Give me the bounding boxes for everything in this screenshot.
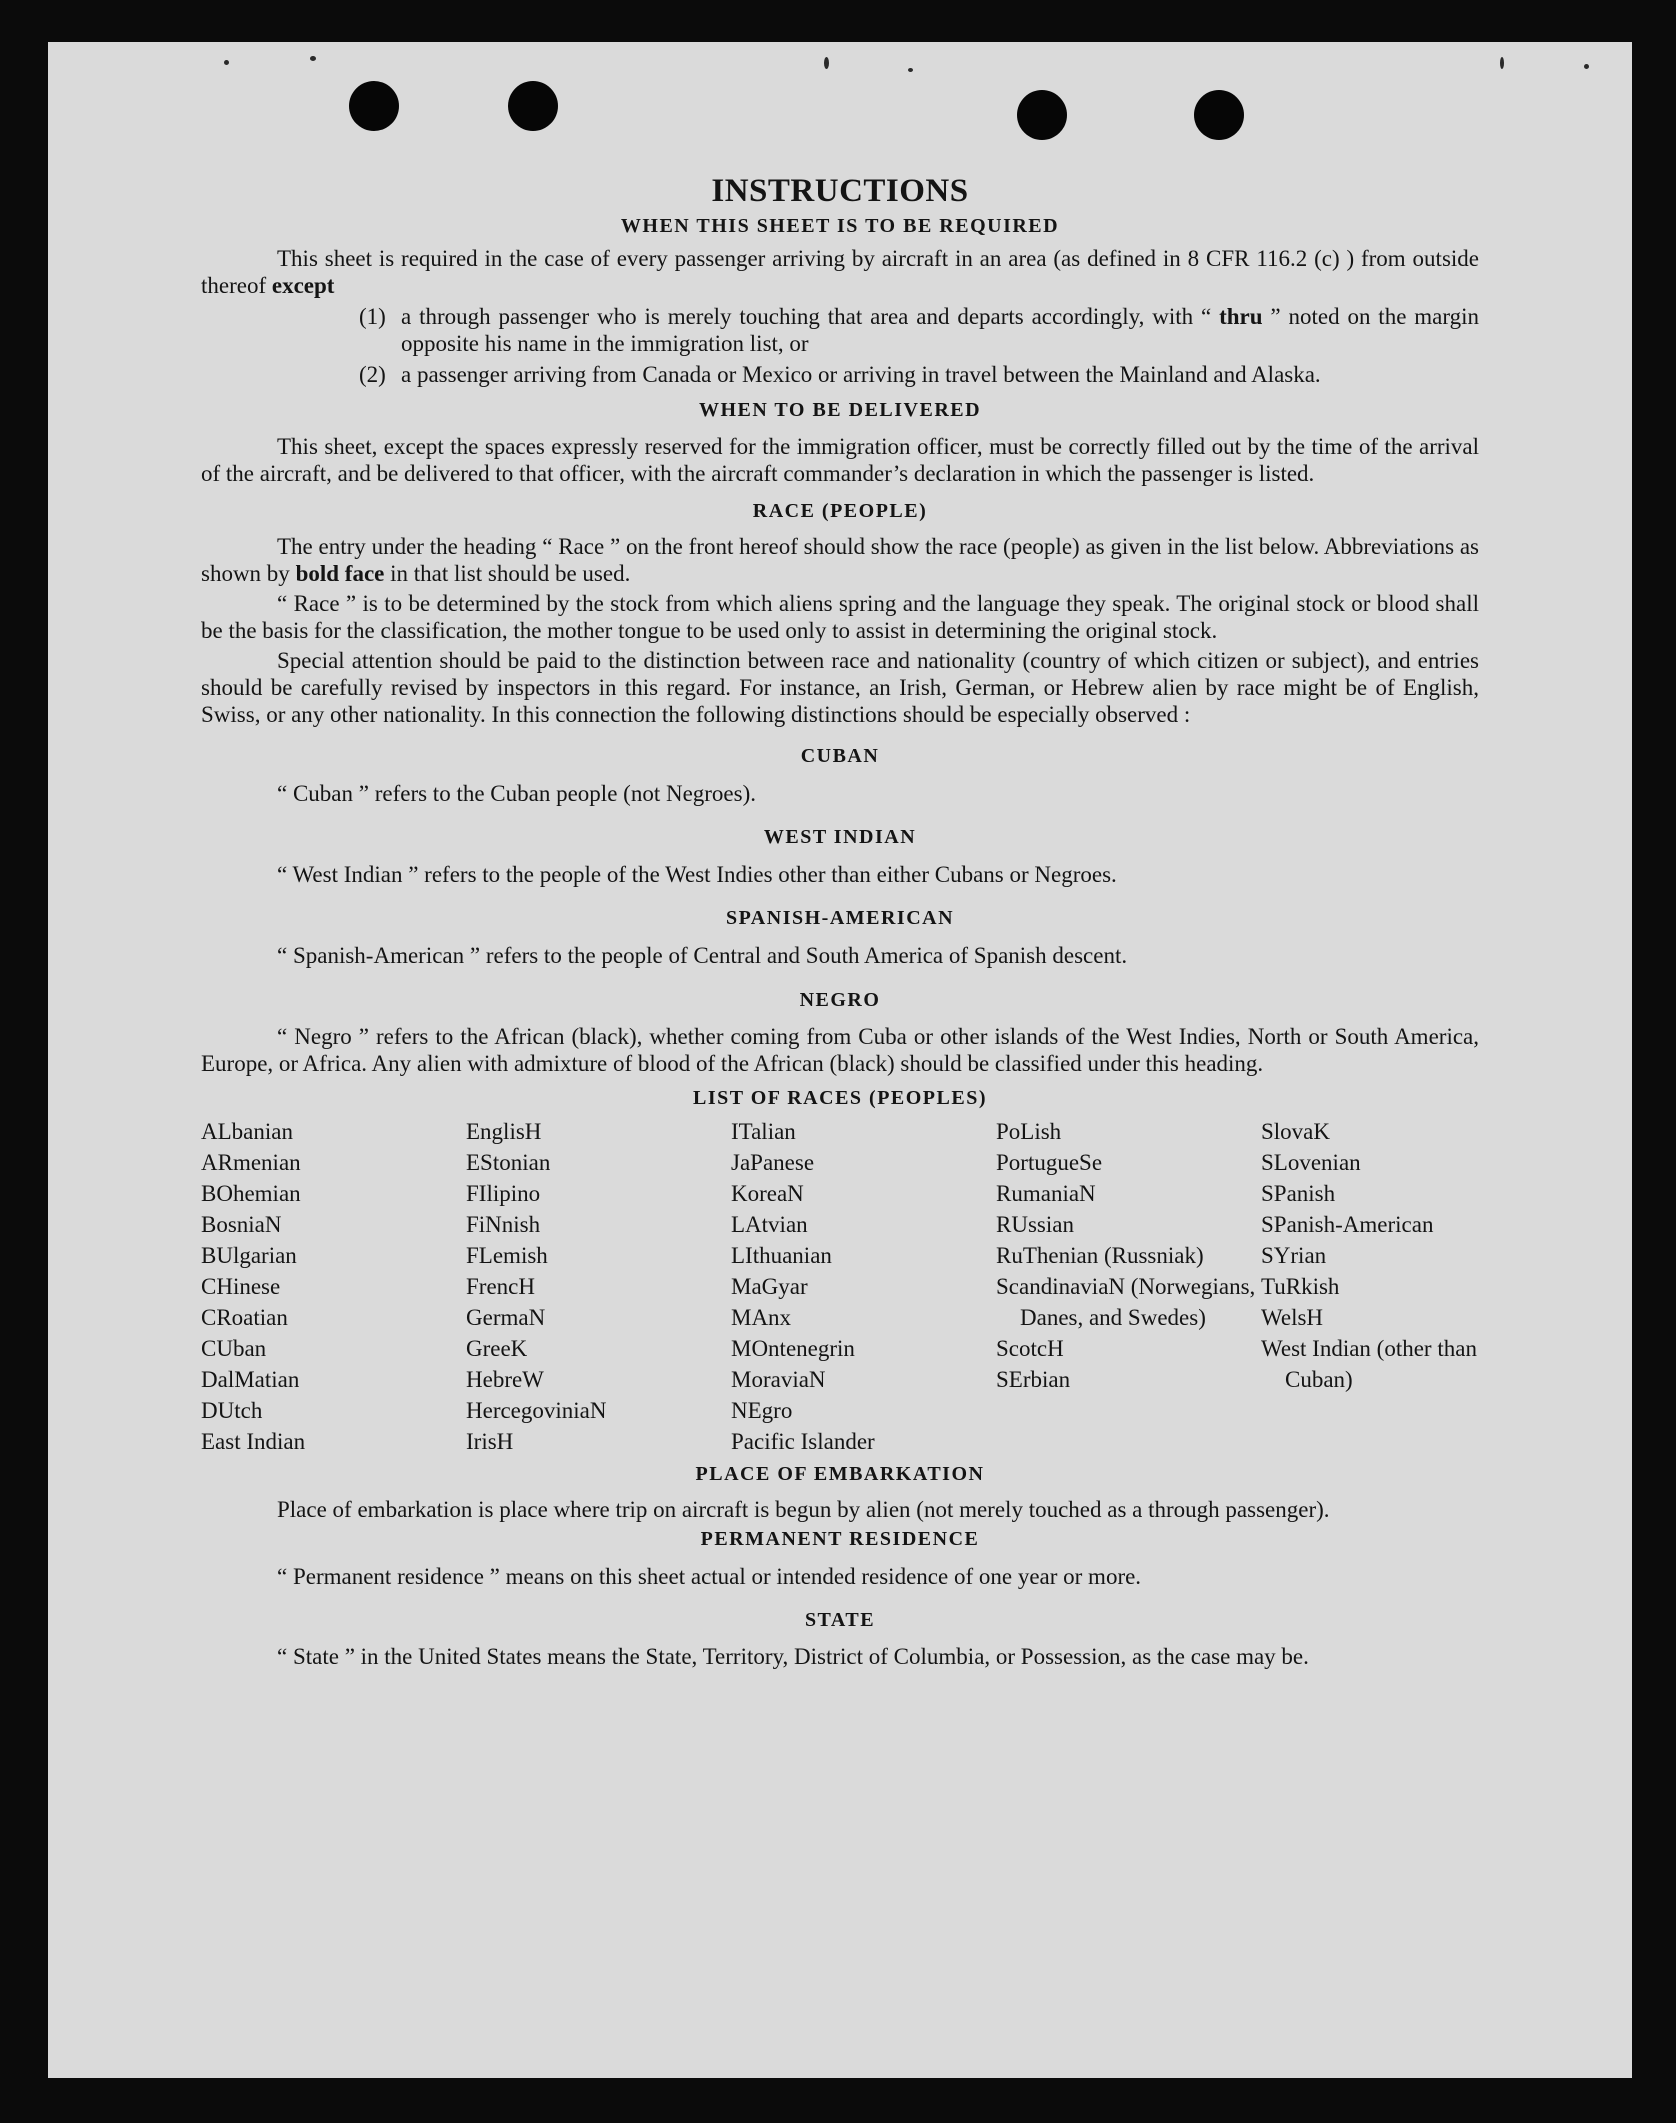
heading-race: RACE (PEOPLE) <box>752 500 928 522</box>
race-entry: TuRkish <box>1261 1274 1340 1299</box>
race-entry: KoreaN <box>731 1181 804 1206</box>
heading-state: STATE <box>804 1609 876 1631</box>
race-entry: PoLish <box>996 1119 1062 1144</box>
race-entry: MaGyar <box>731 1274 808 1299</box>
instructions-content <box>201 170 1479 1670</box>
race-entry: MoraviaN <box>731 1367 826 1392</box>
race-entry: FLemish <box>466 1243 548 1268</box>
race-entry: East Indian <box>201 1429 306 1454</box>
speck <box>908 68 913 72</box>
race-entry: CHinese <box>201 1274 281 1299</box>
race-entry: BUlgarian <box>201 1243 297 1268</box>
heading-negro: NEGRO <box>799 989 881 1011</box>
race-entry: SPanish <box>1261 1181 1336 1206</box>
race-entry: JaPanese <box>731 1150 815 1175</box>
race-entry: LIthuanian <box>731 1243 832 1268</box>
race-entry: SlovaK <box>1261 1119 1330 1144</box>
cuban-text: “ Cuban ” refers to the Cuban people (not Negroes). <box>277 781 757 806</box>
race-entry: BosniaN <box>201 1212 282 1237</box>
residence-text: “ Permanent residence ” means on this sheet actual or intended residence of one year or more. <box>277 1564 1142 1589</box>
race-entry: WelsH <box>1261 1305 1324 1330</box>
race-entry: NEgro <box>731 1398 793 1423</box>
race-entry: FrencH <box>466 1274 535 1299</box>
heading-west-indian: WEST INDIAN <box>763 826 917 848</box>
races-column <box>731 1116 996 1457</box>
race-paragraph-2: “ Race ” is to be determined by the stock from which aliens spring and the language they speak. The original stock or blood shall be the basis for the classification, the mother tongue to be used only to assist in determining the original stock. <box>201 591 1479 643</box>
heading-spanish-american: SPANISH-AMERICAN <box>725 907 955 929</box>
when-required-intro <box>201 245 1479 299</box>
race-entry: FIlipino <box>466 1181 541 1206</box>
race-entry: GreeK <box>466 1336 528 1361</box>
item-text-bold: thru <box>1219 304 1263 329</box>
punch-hole <box>349 81 399 131</box>
speck <box>1500 57 1504 69</box>
item-number: (2) <box>359 362 386 387</box>
heading-cuban: CUBAN <box>800 745 880 767</box>
race-entry: IrisH <box>466 1429 514 1454</box>
speck <box>1584 64 1589 69</box>
race-entry: EStonian <box>466 1150 551 1175</box>
page-title: INSTRUCTIONS <box>711 173 969 209</box>
races-column <box>201 1116 466 1457</box>
race-entry: LAtvian <box>731 1212 808 1237</box>
exception-item <box>201 361 1479 388</box>
race-entry: ScotcH <box>996 1336 1064 1361</box>
heading-list-of-races: LIST OF RACES (PEOPLES) <box>692 1087 987 1109</box>
punch-hole <box>1017 90 1067 140</box>
spanish-american-text: “ Spanish-American ” refers to the people of Central and South America of Spanish descent. <box>277 943 1128 968</box>
exception-item <box>201 303 1479 357</box>
race-entry: FiNnish <box>466 1212 541 1237</box>
races-column <box>466 1116 731 1457</box>
race-entry: GermaN <box>466 1305 546 1330</box>
race-entry: ITalian <box>731 1119 796 1144</box>
race-entry: DUtch <box>201 1398 263 1423</box>
races-table <box>201 1116 1479 1457</box>
races-column <box>1261 1116 1481 1457</box>
item-text-a: a through passenger who is merely touching that area and departs accordingly, with “ <box>401 304 1220 329</box>
race-entry: ALbanian <box>201 1119 293 1144</box>
speck <box>224 60 229 65</box>
heading-permanent-residence: PERMANENT RESIDENCE <box>700 1528 980 1550</box>
punch-hole <box>508 81 558 131</box>
negro-text: “ Negro ” refers to the African (black), whether coming from Cuba or other islands of the West Indies, North or South America, Europe, or Africa. Any alien with admixture of blood of the African (black) should be classified under this heading. <box>201 1024 1479 1076</box>
race-entry: BOhemian <box>201 1181 301 1206</box>
race-entry: SYrian <box>1261 1243 1327 1268</box>
heading-when-required: WHEN THIS SHEET IS TO BE REQUIRED <box>620 215 1060 237</box>
race-entry: West Indian (other than Cuban) <box>1261 1336 1477 1392</box>
race-entry: PortugueSe <box>996 1150 1103 1175</box>
punch-hole <box>1194 90 1244 140</box>
item-text-b: ” noted on the margin opposite his name in the immigration list, or <box>401 304 1480 356</box>
race-entry: CRoatian <box>201 1305 288 1330</box>
except-text: except <box>271 273 335 298</box>
when-required-intro-text: This sheet is required in the case of every passenger arriving by aircraft in an area (as defined in 8 CFR 116.2 (c) ) from outside thereof <box>201 246 1479 298</box>
race-p1-text: The entry under the heading “ Race ” on the front hereof should show the race (people) as given in the list below. Abbreviations as shown by <box>201 534 1479 586</box>
item-number: (1) <box>359 304 386 329</box>
race-entry: MOntenegrin <box>731 1336 855 1361</box>
race-entry: RUssian <box>996 1212 1074 1237</box>
west-indian-text: “ West Indian ” refers to the people of the West Indies other than either Cubans or Negroes. <box>277 862 1117 887</box>
item-text <box>401 361 1479 388</box>
item-text <box>401 303 1479 357</box>
race-entry: HercegoviniaN <box>466 1398 607 1423</box>
speck <box>310 56 316 61</box>
document-sheet <box>48 42 1632 2078</box>
race-entry: Pacific Islander <box>731 1429 875 1454</box>
race-entry: SLovenian <box>1261 1150 1361 1175</box>
race-entry: RuThenian (Russniak) <box>996 1243 1204 1268</box>
heading-when-delivered: WHEN TO BE DELIVERED <box>698 399 982 421</box>
state-text: “ State ” in the United States means the State, Territory, District of Columbia, or Possession, as the case may be. <box>277 1644 1309 1669</box>
race-p1-text-end: in that list should be used. <box>390 561 631 586</box>
race-entry: EnglisH <box>466 1119 542 1144</box>
race-entry: HebreW <box>466 1367 544 1392</box>
item-text-a: a passenger arriving from Canada or Mexico or arriving in travel between the Mainland and Alaska. <box>401 362 1321 387</box>
race-entry: MAnx <box>731 1305 792 1330</box>
race-entry: CUban <box>201 1336 267 1361</box>
race-entry: SErbian <box>996 1367 1071 1392</box>
race-paragraph-1 <box>201 533 1479 587</box>
race-entry: SPanish-American <box>1261 1212 1434 1237</box>
race-paragraph-3: Special attention should be paid to the distinction between race and nationality (country of which citizen or subject), and entries should be carefully revised by inspectors in this regard. For instance, an Irish, German, or Hebrew alien by race might be of English, Swiss, or any other nationality. In this connection the following distinctions should be especially observed : <box>201 648 1479 727</box>
race-entry: ScandinaviaN (Norwegians, Danes, and Swedes) <box>996 1274 1256 1330</box>
race-entry: RumaniaN <box>996 1181 1096 1206</box>
race-entry: ARmenian <box>201 1150 301 1175</box>
embarkation-text: Place of embarkation is place where trip on aircraft is begun by alien (not merely touched as a through passenger). <box>277 1497 1330 1522</box>
speck <box>824 57 829 69</box>
races-column <box>996 1116 1261 1457</box>
heading-place-of-embarkation: PLACE OF EMBARKATION <box>695 1463 985 1485</box>
when-delivered-text: This sheet, except the spaces expressly reserved for the immigration officer, must be correctly filled out by the time of the arrival of the aircraft, and be delivered to that officer, with the aircraft commander’s declaration in which the passenger is listed. <box>201 434 1479 486</box>
race-entry: DalMatian <box>201 1367 300 1392</box>
bold-face-text: bold face <box>295 561 385 586</box>
